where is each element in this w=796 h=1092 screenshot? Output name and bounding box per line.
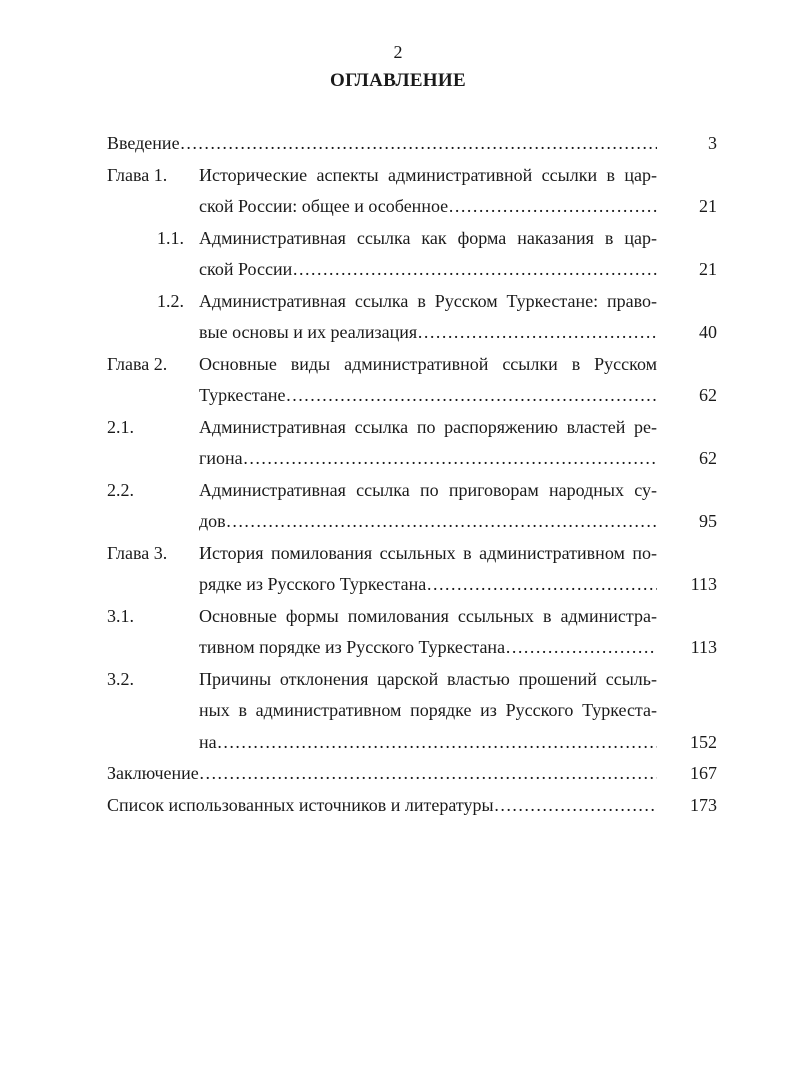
toc-entry-title: дов (199, 511, 226, 531)
toc-entry-page: 40 (699, 322, 717, 342)
toc-entry-label: 1.2. (157, 290, 184, 311)
dot-leader (243, 448, 657, 468)
toc-entry-page: 21 (699, 196, 717, 216)
toc-entry-text (199, 160, 657, 223)
dot-leader (426, 574, 657, 594)
dot-leader (217, 732, 657, 752)
toc-entry (107, 538, 717, 601)
toc-entry-text (199, 223, 657, 286)
toc-entry (107, 349, 717, 412)
toc-entry-last-line (199, 191, 657, 223)
toc-entry-label: Глава 2. (107, 353, 168, 374)
toc-entry-text (199, 475, 657, 538)
dot-leader (199, 763, 657, 783)
toc-entry (107, 664, 717, 759)
dot-leader (292, 259, 657, 279)
toc-entry-label: Глава 3. (107, 542, 168, 563)
toc-entry-title: Туркестане (199, 385, 286, 405)
toc-entry-page: 167 (690, 763, 717, 783)
dot-leader (448, 196, 657, 216)
toc-entry (107, 128, 717, 160)
toc-entry (107, 475, 717, 538)
toc-entry-line: История помилования ссыльных в административном по- (199, 542, 657, 563)
dot-leader (286, 385, 657, 405)
toc-entry-last-line (107, 128, 657, 160)
toc-entry-text (199, 538, 657, 601)
toc-entry-line: Административная ссылка в Русском Туркестане: право- (199, 290, 657, 311)
toc-entry (107, 223, 717, 286)
toc-entry (107, 412, 717, 475)
toc-entry-last-line (107, 758, 657, 790)
toc-entry-page: 3 (708, 133, 717, 153)
toc-entry-text (199, 601, 657, 664)
toc-entry (107, 601, 717, 664)
toc-entry (107, 160, 717, 223)
toc-entry-page: 21 (699, 259, 717, 279)
toc-entry-page: 95 (699, 511, 717, 531)
toc-entry-line: Основные формы помилования ссыльных в администра- (199, 605, 657, 626)
toc-entry-line: Административная ссылка по распоряжению властей ре- (199, 416, 657, 437)
toc-entry-title: гиона (199, 448, 243, 468)
toc-entry-label: 2.1. (107, 416, 134, 437)
toc-entry-last-line (199, 443, 657, 475)
toc-entry-last-line (199, 506, 657, 538)
toc-entry-label: 3.1. (107, 605, 134, 626)
toc-entry-line: Административная ссылка по приговорам народных су- (199, 479, 657, 500)
toc-entry (107, 286, 717, 349)
toc-entry-last-line (199, 254, 657, 286)
toc-entry-text (199, 349, 657, 412)
dot-leader (226, 511, 657, 531)
toc-entry-label: 2.2. (107, 479, 134, 500)
toc-entry-text (107, 758, 657, 790)
toc-entry-label: 1.1. (157, 227, 184, 248)
toc-entry-title: тивном порядке из Русского Туркестана (199, 637, 506, 657)
dot-leader (494, 795, 657, 815)
toc-entry-title: Список использованных источников и литературы (107, 794, 494, 815)
toc-entry-title: Введение (107, 133, 180, 153)
toc-entry-title: вые основы и их реализация (199, 322, 418, 342)
toc-entry-title: ской России: общее и особенное (199, 196, 449, 216)
toc-entry-line: Исторические аспекты административной ссылки в цар- (199, 164, 657, 185)
toc-entry (107, 790, 717, 822)
toc-entry-label: Глава 1. (107, 164, 168, 185)
dot-leader (180, 133, 657, 153)
toc-entry-page: 62 (699, 448, 717, 468)
toc-entry-last-line (107, 790, 657, 822)
toc-entry-line: Административная ссылка как форма наказания в цар- (199, 227, 657, 248)
toc-entry-title: на (199, 731, 217, 752)
toc-entry-title: рядке из Русского Туркестана (199, 574, 427, 594)
toc-entry-line: Причины отклонения царской властью прошений ссыль- (199, 668, 657, 689)
table-of-contents (107, 128, 717, 821)
toc-entry-page: 113 (690, 637, 717, 657)
toc-entry-last-line (199, 380, 657, 412)
toc-entry-page: 62 (699, 385, 717, 405)
toc-entry-last-line (199, 317, 657, 349)
page-number: 2 (393, 42, 403, 62)
toc-entry-page: 152 (690, 731, 717, 752)
toc-entry-text (107, 790, 657, 822)
toc-entry-line: ных в административном порядке из Русского Туркеста- (199, 700, 657, 720)
dot-leader (417, 322, 657, 342)
toc-entry-text (199, 286, 657, 349)
toc-entry (107, 758, 717, 790)
toc-entry-last-line (199, 727, 657, 759)
toc-entry-title: Заключение (107, 763, 199, 783)
toc-entry-page: 173 (690, 794, 717, 815)
toc-entry-text (199, 664, 657, 759)
dot-leader (505, 637, 657, 657)
toc-entry-label: 3.2. (107, 668, 134, 689)
toc-entry-last-line (199, 569, 657, 601)
toc-entry-title: ской России (199, 259, 293, 279)
toc-entry-text (199, 412, 657, 475)
toc-entry-text (107, 128, 657, 160)
toc-title: ОГЛАВЛЕНИЕ (330, 70, 466, 91)
toc-entry-page: 113 (690, 574, 717, 594)
toc-entry-last-line (199, 632, 657, 664)
toc-entry-line: Основные виды административной ссылки в Русском (199, 353, 657, 374)
